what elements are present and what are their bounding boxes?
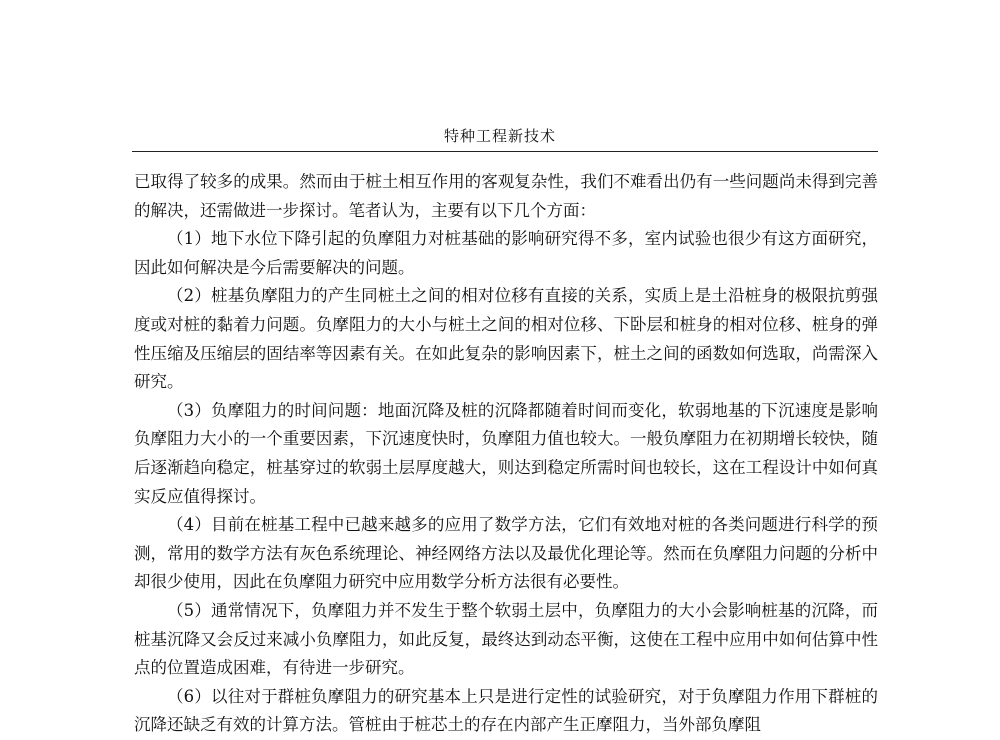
paragraph-item-1: （1）地下水位下降引起的负摩阻力对桩基础的影响研究得不多，室内试验也很少有这方面研究，因此如何解决是今后需要解决的问题。: [134, 229, 878, 277]
paragraph-continuation: 已取得了较多的成果。然而由于桩土相互作用的客观复杂性，我们不难看出仍有一些问题尚未得到完善的解决，还需做进一步探讨。笔者认为，主要有以下几个方面：: [134, 172, 878, 220]
paragraph-item-6: （6）以往对于群桩负摩阻力的研究基本上只是进行定性的试验研究，对于负摩阻力作用下群桩的沉降还缺乏有效的计算方法。管桩由于桩芯土的存在内部产生正摩阻力，当外部负摩阻: [134, 686, 878, 735]
paragraph-item-4: （4）目前在桩基工程中已越来越多的应用了数学方法，它们有效地对桩的各类问题进行科学的预测，常用的数学方法有灰色系统理论、神经网络方法以及最优化理论等。然而在负摩阻力问题的分析中却很少使用，因此在负摩阻力研究中应用数学分析方法很有必要性。: [134, 515, 878, 592]
body-text: [134, 168, 878, 740]
paragraph-item-5: （5）通常情况下，负摩阻力并不发生于整个软弱土层中，负摩阻力的大小会影响桩基的沉降，而桩基沉降又会反过来减小负摩阻力，如此反复，最终达到动态平衡，这使在工程中应用中如何估算中性点的位置造成困难，有待进一步研究。: [134, 600, 878, 678]
paragraph-item-3: （3）负摩阻力的时间问题：地面沉降及桩的沉降都随着时间而变化，软弱地基的下沉速度是影响负摩阻力大小的一个重要因素，下沉速度快时，负摩阻力值也较大。一般负摩阻力在初期增长较快，随后逐渐趋向稳定，桩基穿过的软弱土层厚度越大，则达到稳定所需时间也较长，这在工程设计中如何真实反应值得探讨。: [134, 400, 878, 506]
header-rule: [132, 151, 878, 152]
paragraph-item-2: （2）桩基负摩阻力的产生同桩土之间的相对位移有直接的关系，实质上是土沿桩身的极限抗剪强度或对桩的黏着力问题。负摩阻力的大小与桩土之间的相对位移、下卧层和桩身的相对位移、桩身的弹性压缩及压缩层的固结率等因素有关。在如此复杂的影响因素下，桩土之间的函数如何选取，尚需深入研究。: [134, 286, 878, 392]
running-header: 特种工程新技术: [443, 127, 556, 145]
